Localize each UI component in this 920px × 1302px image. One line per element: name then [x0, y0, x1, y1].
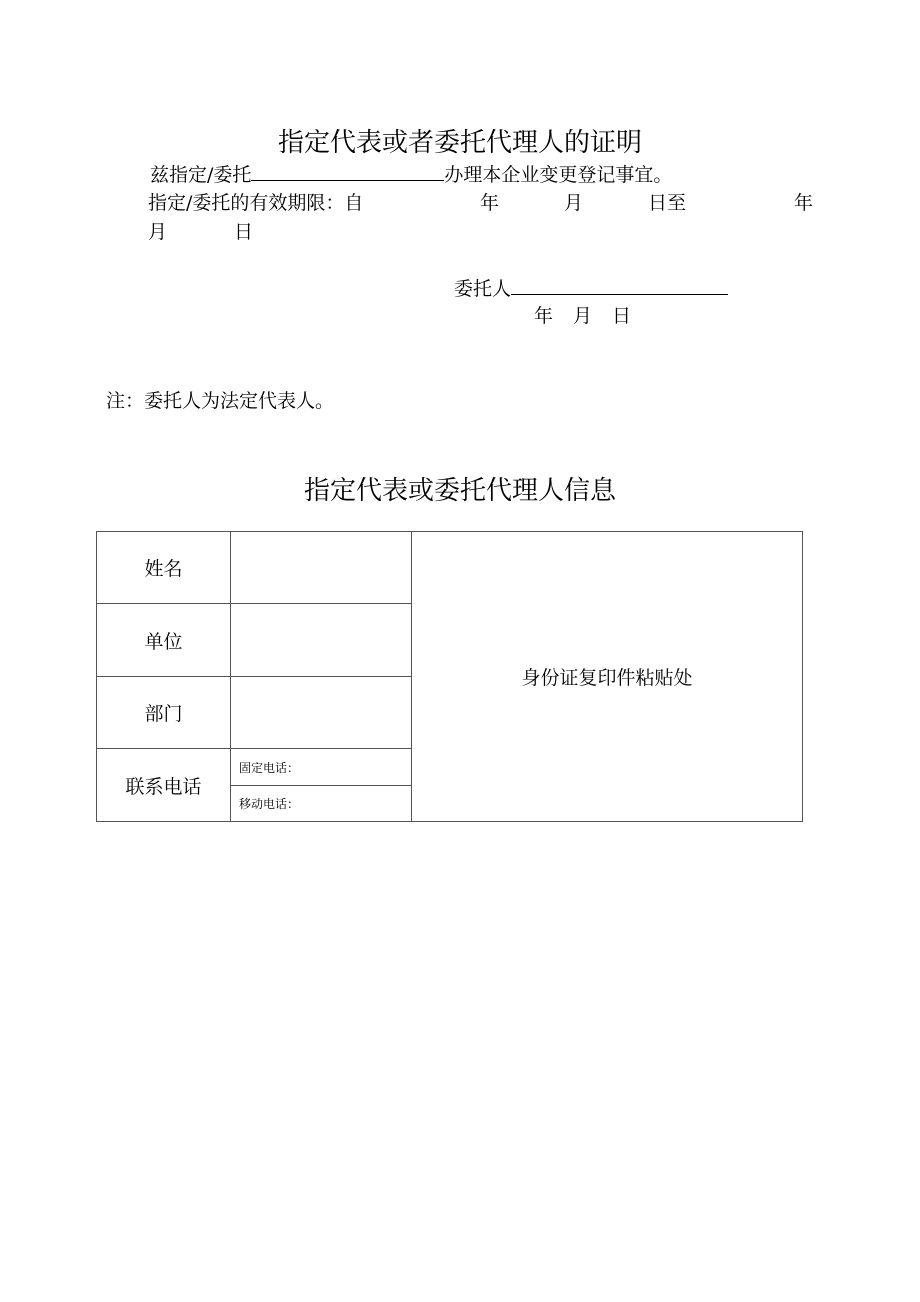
- id-copy-label: 身份证复印件粘贴处: [521, 667, 693, 689]
- unit-label: 单位: [97, 604, 231, 677]
- validity-start-day: 日至: [648, 192, 687, 214]
- info-title: 指定代表或委托代理人信息: [303, 476, 616, 506]
- validity-end-month: 月: [148, 221, 168, 243]
- name-field[interactable]: [231, 532, 412, 604]
- certificate-title: 指定代表或者委托代理人的证明: [277, 128, 642, 158]
- appoint-line: [150, 160, 672, 187]
- validity-start-month: 月: [564, 192, 584, 214]
- principal-label: 委托人: [454, 278, 512, 300]
- appoint-suffix: 办理本企业变更登记事宜。: [444, 164, 673, 186]
- sign-date-year: 年: [534, 305, 554, 327]
- dept-label: 部门: [97, 677, 231, 749]
- sign-date-month: 月: [573, 305, 593, 327]
- landline-field[interactable]: [231, 749, 412, 786]
- sign-date-day: 日: [612, 305, 632, 327]
- table-row: [97, 532, 803, 604]
- validity-start-year: 年: [480, 192, 500, 214]
- mobile-label: 移动电话：: [239, 797, 300, 811]
- unit-field[interactable]: [231, 604, 412, 677]
- validity-prefix: 指定/委托的有效期限：自: [148, 192, 364, 214]
- id-copy-area[interactable]: [412, 532, 803, 822]
- validity-end-year: 年: [794, 192, 814, 214]
- note-text: 注：委托人为法定代表人。: [106, 390, 335, 412]
- contact-label: 联系电话: [97, 749, 231, 822]
- name-label: 姓名: [97, 532, 231, 604]
- validity-end-day: 日: [234, 221, 254, 243]
- info-table: [96, 531, 803, 822]
- principal-line: [454, 274, 728, 301]
- dept-field[interactable]: [231, 677, 412, 749]
- principal-signature-blank[interactable]: [511, 274, 728, 295]
- appoint-prefix: 兹指定/委托: [150, 164, 252, 186]
- appointee-blank[interactable]: [251, 160, 444, 181]
- mobile-field[interactable]: [231, 786, 412, 822]
- landline-label: 固定电话：: [239, 760, 300, 775]
